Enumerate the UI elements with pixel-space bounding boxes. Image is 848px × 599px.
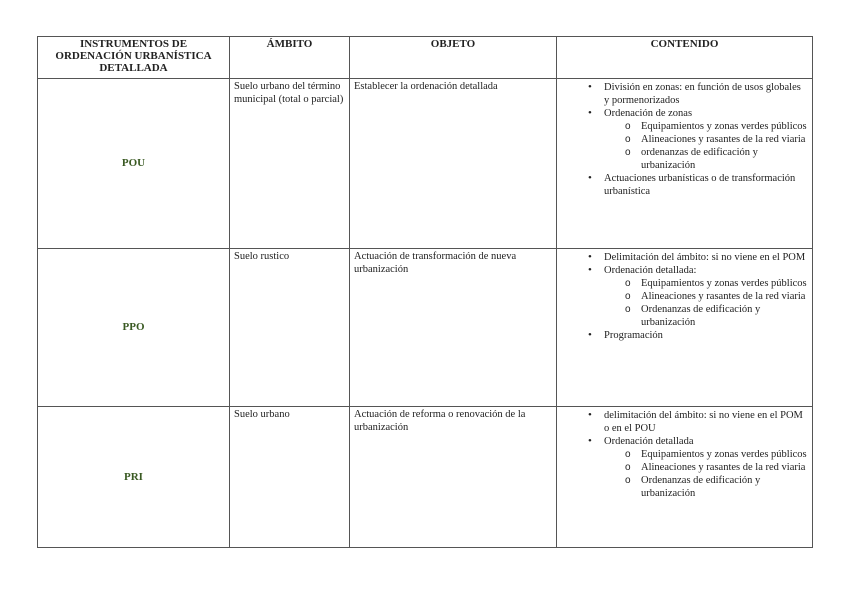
sub-list-item: o Alineaciones y rasantes de la red viaria — [641, 290, 808, 303]
list-item-text: Ordenación detallada: — [604, 265, 697, 276]
contenido-cell — [557, 79, 813, 249]
table-row — [38, 407, 813, 548]
contenido-cell — [557, 249, 813, 407]
sub-list-item: o Alineaciones y rasantes de la red viaria — [641, 133, 808, 146]
contenido-cell — [557, 407, 813, 548]
list-item — [604, 264, 808, 329]
objeto-cell: Actuación de reforma o renovación de la urbanización — [350, 407, 557, 548]
contenido-list — [561, 251, 808, 342]
list-item-text: Ordenación de zonas — [604, 108, 693, 119]
list-item — [604, 81, 808, 107]
ambito-cell: Suelo urbano — [230, 407, 350, 548]
list-item-text: Ordenación detallada — [604, 436, 694, 447]
sub-list — [604, 448, 808, 500]
list-item — [604, 172, 808, 198]
sub-list-item: o Ordenanzas de edificación y urbanización — [641, 474, 808, 500]
objeto-cell: Establecer la ordenación detallada — [350, 79, 557, 249]
list-item — [604, 329, 808, 342]
sub-list-item: o Equipamientos y zonas verdes públicos — [641, 448, 808, 461]
ambito-cell: Suelo urbano del término municipal (total o parcial) — [230, 79, 350, 249]
header-ambito: ÁMBITO — [230, 37, 350, 79]
table-row — [38, 249, 813, 407]
list-item-text: Programación — [604, 330, 663, 341]
header-objeto: OBJETO — [350, 37, 557, 79]
list-item-text: Actuaciones urbanísticas o de transformación urbanística — [604, 173, 796, 197]
list-item-text: División en zonas: en función de usos globales y pormenorizados — [604, 82, 801, 106]
sub-list-item: o Equipamientos y zonas verdes públicos — [641, 120, 808, 133]
ambito-cell: Suelo rustico — [230, 249, 350, 407]
list-item-text: Delimitación del ámbito: si no viene en el POM — [604, 252, 806, 263]
list-item — [604, 409, 808, 435]
objeto-cell: Actuación de transformación de nueva urbanización — [350, 249, 557, 407]
list-item — [604, 107, 808, 172]
instrumento-cell: PRI — [38, 407, 230, 548]
contenido-list — [561, 409, 808, 500]
sub-list — [604, 277, 808, 329]
contenido-list — [561, 81, 808, 198]
sub-list-item: o Ordenanzas de edificación y urbanización — [641, 303, 808, 329]
sub-list-item: o Equipamientos y zonas verdes públicos — [641, 277, 808, 290]
list-item — [604, 435, 808, 500]
header-contenido: CONTENIDO — [557, 37, 813, 79]
sub-list-item: o ordenanzas de edificación y urbanización — [641, 146, 808, 172]
list-item — [604, 251, 808, 264]
instrumento-cell: PPO — [38, 249, 230, 407]
instrumentos-table — [37, 36, 813, 548]
header-instrumentos: INSTRUMENTOS DE ORDENACIÓN URBANÍSTICA DETALLADA — [38, 37, 230, 79]
table-header-row — [38, 37, 813, 79]
sub-list-item: o Alineaciones y rasantes de la red viaria — [641, 461, 808, 474]
table-row — [38, 79, 813, 249]
sub-list — [604, 120, 808, 172]
instrumento-cell: POU — [38, 79, 230, 249]
list-item-text: delimitación del ámbito: si no viene en el POM o en el POU — [604, 410, 803, 434]
